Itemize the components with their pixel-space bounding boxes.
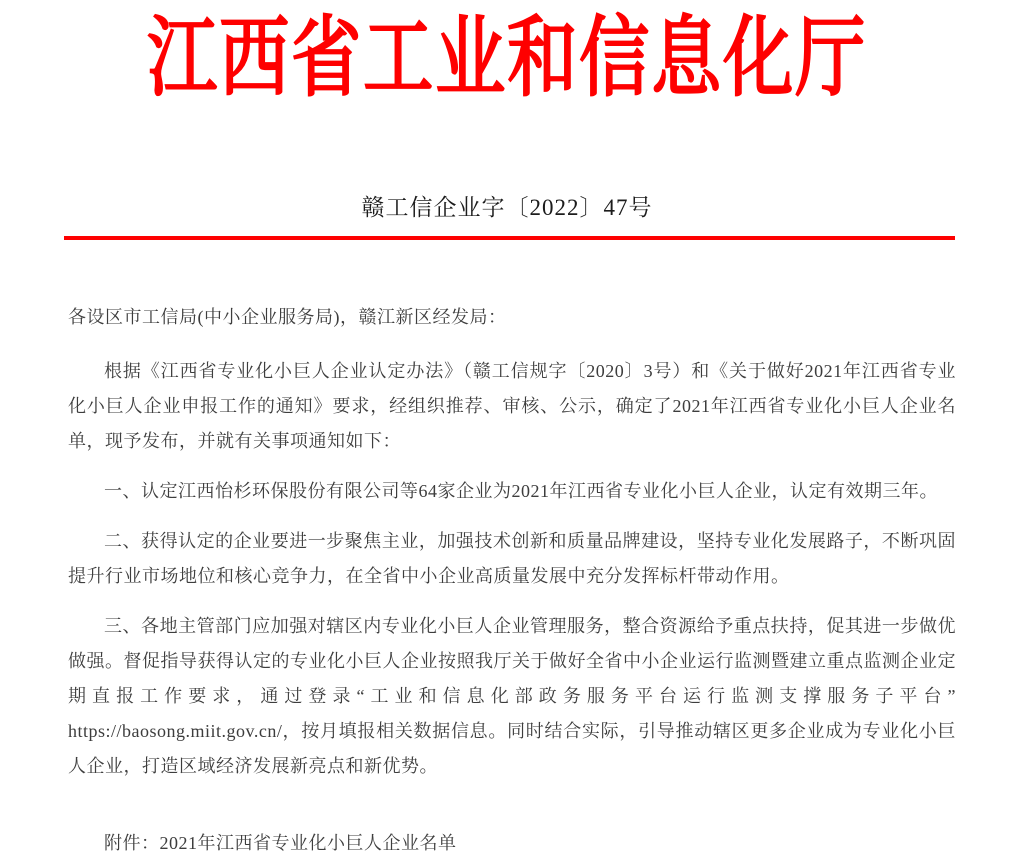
salutation-line: 各设区市工信局(中小企业服务局)，赣江新区经发局： [68,307,507,327]
paragraph-item-three: 三、各地主管部门应加强对辖区内专业化小巨人企业管理服务，整合资源给予重点扶持，促其进一步做优做强。督促指导获得认定的专业化小巨人企业按照我厅关于做好全省中小企业运行监测暨建立重点监测企业定期直报工作要求，通过登录“工业和信息化部政务服务平台运行监测支撑服务子平台”https://baosong.miit.gov.cn/，按月填报相关数据信息。同时结合实际，引导推动辖区更多企业成为专业化小巨人企业，打造区域经济发展新亮点和新优势。 [68,616,956,776]
agency-header-title: 江西省工业和信息化厅 [146,11,867,108]
red-divider-line [64,236,955,240]
paragraph-basis: 根据《江西省专业化小巨人企业认定办法》（赣工信规字〔2020〕3号）和《关于做好2021年江西省专业化小巨人企业申报工作的通知》要求，经组织推荐、审核、公示，确定了2021年江西省专业化小巨人企业名单，现予发布，并就有关事项通知如下： [68,361,956,451]
document-number: 赣工信企业字〔2022〕47号 [361,195,653,220]
attachment-line: 附件：2021年江西省专业化小巨人企业名单 [104,833,457,853]
paragraph-item-one: 一、认定江西怡杉环保股份有限公司等64家企业为2021年江西省专业化小巨人企业，认定有效期三年。 [104,481,938,501]
document-body [68,300,956,861]
paragraph-item-two: 二、获得认定的企业要进一步聚焦主业，加强技术创新和质量品牌建设，坚持专业化发展路子，不断巩固提升行业市场地位和核心竞争力，在全省中小企业高质量发展中充分发挥标杆带动作用。 [68,531,956,586]
